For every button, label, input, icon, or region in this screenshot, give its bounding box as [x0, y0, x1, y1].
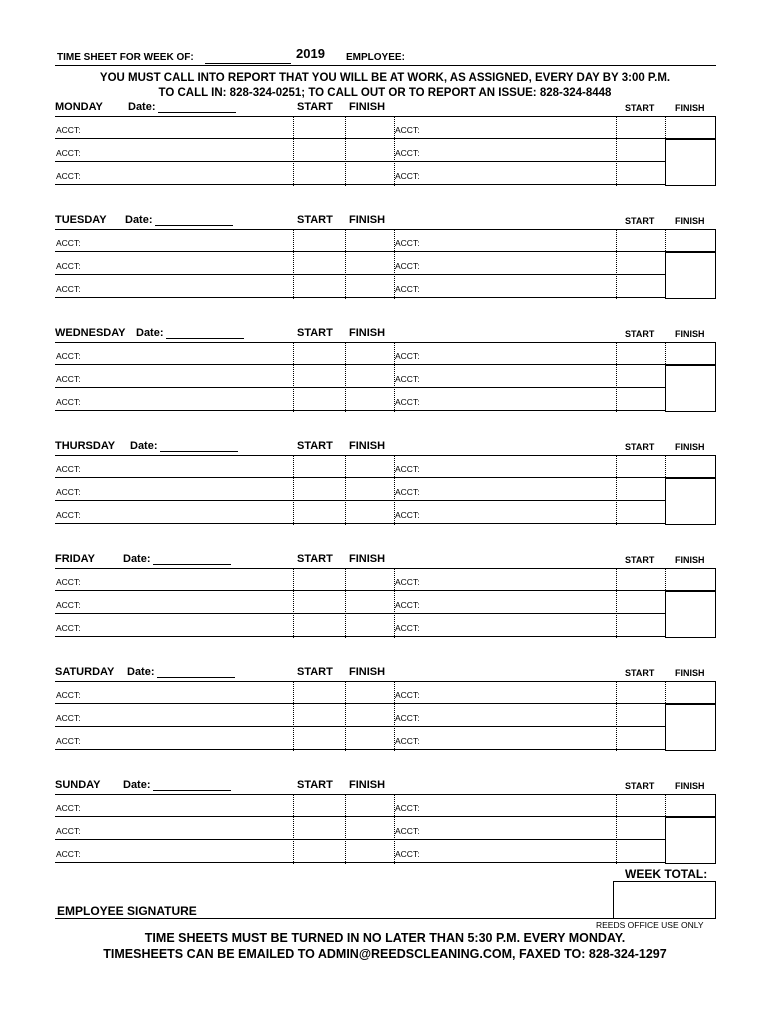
date-label: Date:: [128, 101, 156, 113]
start-field-left[interactable]: [293, 817, 345, 840]
acct-label: ACCT:: [395, 148, 420, 158]
finish-field-left[interactable]: [345, 365, 394, 388]
start-field-left[interactable]: [293, 614, 345, 637]
start-field-left[interactable]: [293, 727, 345, 750]
finish-field-left[interactable]: [345, 478, 394, 501]
finish-field-right[interactable]: [665, 794, 716, 817]
finish-field-right[interactable]: [665, 342, 716, 365]
finish-field-left[interactable]: [345, 794, 394, 817]
column-divider: [616, 794, 617, 864]
acct-field-right[interactable]: [394, 478, 616, 501]
column-divider: [394, 116, 395, 186]
right-edge: [715, 116, 716, 139]
finish-header-right: FINISH: [675, 329, 705, 339]
acct-label: ACCT:: [395, 510, 420, 520]
acct-label: ACCT:: [395, 690, 420, 700]
start-header-right: START: [625, 555, 655, 565]
acct-label: ACCT:: [395, 374, 420, 384]
acct-label: ACCT:: [56, 374, 81, 384]
column-divider: [293, 342, 294, 412]
acct-field-left[interactable]: [55, 681, 293, 704]
column-divider: [345, 342, 346, 412]
start-field-right[interactable]: [616, 275, 665, 298]
finish-field-right[interactable]: [665, 568, 716, 591]
day-section-wednesday: [55, 327, 716, 427]
acct-field-right[interactable]: [394, 275, 616, 298]
start-field-right[interactable]: [616, 704, 665, 727]
acct-label: ACCT:: [395, 803, 420, 813]
column-divider: [293, 681, 294, 751]
acct-field-right[interactable]: [394, 388, 616, 411]
column-divider: [293, 455, 294, 525]
acct-field-right[interactable]: [394, 252, 616, 275]
acct-field-left[interactable]: [55, 229, 293, 252]
finish-field-right[interactable]: [665, 455, 716, 478]
start-header: START: [297, 101, 333, 113]
acct-label: ACCT:: [56, 464, 81, 474]
day-total-box[interactable]: [665, 139, 716, 186]
acct-field-left[interactable]: [55, 116, 293, 139]
right-edge: [715, 342, 716, 365]
start-field-left[interactable]: [293, 455, 345, 478]
day-section-tuesday: [55, 214, 716, 314]
acct-label: ACCT:: [56, 171, 81, 181]
column-divider: [394, 455, 395, 525]
acct-label: ACCT:: [395, 125, 420, 135]
acct-field-right[interactable]: [394, 727, 616, 750]
day-section-sunday: [55, 779, 716, 879]
acct-field-left[interactable]: [55, 139, 293, 162]
acct-field-right[interactable]: [394, 591, 616, 614]
acct-field-right[interactable]: [394, 162, 616, 185]
acct-field-left[interactable]: [55, 252, 293, 275]
acct-field-left[interactable]: [55, 591, 293, 614]
week-of-field[interactable]: [205, 50, 291, 64]
date-label: Date:: [130, 440, 158, 452]
start-field-left[interactable]: [293, 704, 345, 727]
column-divider: [394, 568, 395, 638]
finish-field-left[interactable]: [345, 455, 394, 478]
column-divider: [616, 116, 617, 186]
finish-field-left[interactable]: [345, 840, 394, 863]
day-total-box[interactable]: [665, 365, 716, 412]
acct-label: ACCT:: [395, 464, 420, 474]
acct-field-left[interactable]: [55, 727, 293, 750]
start-field-right[interactable]: [616, 365, 665, 388]
column-divider: [293, 116, 294, 186]
finish-field-left[interactable]: [345, 704, 394, 727]
day-total-box[interactable]: [665, 591, 716, 638]
column-divider: [345, 794, 346, 864]
acct-label: ACCT:: [56, 238, 81, 248]
date-field[interactable]: [153, 790, 231, 791]
acct-label: ACCT:: [395, 351, 420, 361]
finish-field-left[interactable]: [345, 388, 394, 411]
start-field-right[interactable]: [616, 455, 665, 478]
acct-field-right[interactable]: [394, 455, 616, 478]
day-header: [55, 214, 716, 228]
start-field-left[interactable]: [293, 342, 345, 365]
acct-field-left[interactable]: [55, 342, 293, 365]
week-of-label: TIME SHEET FOR WEEK OF:: [57, 52, 194, 63]
start-field-right[interactable]: [616, 229, 665, 252]
start-field-left[interactable]: [293, 681, 345, 704]
start-field-left[interactable]: [293, 501, 345, 524]
finish-field-left[interactable]: [345, 139, 394, 162]
right-edge: [715, 455, 716, 478]
acct-label: ACCT:: [56, 600, 81, 610]
acct-label: ACCT:: [395, 397, 420, 407]
acct-field-left[interactable]: [55, 162, 293, 185]
finish-header: FINISH: [349, 214, 386, 226]
right-edge: [715, 229, 716, 252]
acct-field-left[interactable]: [55, 388, 293, 411]
start-header-right: START: [625, 329, 655, 339]
start-header: START: [297, 327, 333, 339]
acct-field-left[interactable]: [55, 817, 293, 840]
date-label: Date:: [123, 779, 151, 791]
acct-label: ACCT:: [56, 487, 81, 497]
day-total-box[interactable]: [665, 478, 716, 525]
signature-line[interactable]: [55, 918, 716, 919]
day-name: FRIDAY: [55, 553, 95, 565]
start-header-right: START: [625, 668, 655, 678]
start-field-left[interactable]: [293, 139, 345, 162]
acct-label: ACCT:: [395, 600, 420, 610]
year-label: 2019: [296, 46, 325, 61]
acct-field-right[interactable]: [394, 568, 616, 591]
acct-field-right[interactable]: [394, 704, 616, 727]
finish-field-left[interactable]: [345, 252, 394, 275]
turn-in-notice: TIME SHEETS MUST BE TURNED IN NO LATER THAN 5:30 P.M. EVERY MONDAY.: [144, 931, 626, 945]
start-header: START: [297, 440, 333, 452]
column-divider: [345, 116, 346, 186]
acct-label: ACCT:: [395, 623, 420, 633]
date-label: Date:: [127, 666, 155, 678]
acct-field-right[interactable]: [394, 139, 616, 162]
day-header: [55, 327, 716, 341]
start-header: START: [297, 666, 333, 678]
finish-field-left[interactable]: [345, 116, 394, 139]
start-field-left[interactable]: [293, 388, 345, 411]
right-edge: [715, 681, 716, 704]
start-field-right[interactable]: [616, 840, 665, 863]
start-field-right[interactable]: [616, 727, 665, 750]
start-field-right[interactable]: [616, 252, 665, 275]
start-field-left[interactable]: [293, 478, 345, 501]
acct-field-right[interactable]: [394, 681, 616, 704]
day-section-saturday: [55, 666, 716, 766]
start-header: START: [297, 214, 333, 226]
acct-label: ACCT:: [395, 736, 420, 746]
date-field[interactable]: [158, 112, 236, 113]
start-header-right: START: [625, 103, 655, 113]
day-name: MONDAY: [55, 101, 103, 113]
acct-label: ACCT:: [395, 238, 420, 248]
column-divider: [394, 342, 395, 412]
date-field[interactable]: [157, 677, 235, 678]
acct-label: ACCT:: [56, 803, 81, 813]
finish-field-right[interactable]: [665, 681, 716, 704]
acct-label: ACCT:: [56, 261, 81, 271]
start-field-left[interactable]: [293, 794, 345, 817]
office-use-label: REEDS OFFICE USE ONLY: [596, 920, 704, 930]
finish-field-left[interactable]: [345, 275, 394, 298]
employee-label: EMPLOYEE:: [346, 52, 405, 63]
start-field-left[interactable]: [293, 116, 345, 139]
start-field-right[interactable]: [616, 478, 665, 501]
start-header: START: [297, 553, 333, 565]
start-field-right[interactable]: [616, 342, 665, 365]
start-field-left[interactable]: [293, 252, 345, 275]
acct-field-right[interactable]: [394, 817, 616, 840]
acct-field-right[interactable]: [394, 342, 616, 365]
finish-field-left[interactable]: [345, 568, 394, 591]
day-section-thursday: [55, 440, 716, 540]
acct-label: ACCT:: [395, 284, 420, 294]
finish-header: FINISH: [349, 553, 386, 565]
day-total-box[interactable]: [665, 704, 716, 751]
day-name: SUNDAY: [55, 779, 101, 791]
acct-label: ACCT:: [56, 623, 81, 633]
start-field-right[interactable]: [616, 139, 665, 162]
acct-label: ACCT:: [56, 351, 81, 361]
day-section-friday: [55, 553, 716, 653]
phone-notice: TO CALL IN: 828-324-0251; TO CALL OUT OR TO REPORT AN ISSUE: 828-324-8448: [158, 87, 612, 99]
column-divider: [345, 229, 346, 299]
acct-label: ACCT:: [56, 849, 81, 859]
acct-label: ACCT:: [395, 487, 420, 497]
acct-label: ACCT:: [395, 577, 420, 587]
start-field-right[interactable]: [616, 591, 665, 614]
finish-field-left[interactable]: [345, 681, 394, 704]
column-divider: [345, 681, 346, 751]
week-header: [55, 46, 716, 66]
call-in-notice: YOU MUST CALL INTO REPORT THAT YOU WILL BE AT WORK, AS ASSIGNED, EVERY DAY BY 3:00 P.M.: [99, 72, 671, 84]
day-header: [55, 101, 716, 115]
acct-field-left[interactable]: [55, 501, 293, 524]
column-divider: [616, 455, 617, 525]
start-field-right[interactable]: [616, 162, 665, 185]
column-divider: [616, 568, 617, 638]
finish-header-right: FINISH: [675, 781, 705, 791]
start-field-right[interactable]: [616, 614, 665, 637]
acct-field-left[interactable]: [55, 614, 293, 637]
finish-header: FINISH: [349, 440, 386, 452]
acct-field-left[interactable]: [55, 840, 293, 863]
start-field-right[interactable]: [616, 116, 665, 139]
finish-header-right: FINISH: [675, 555, 705, 565]
date-field[interactable]: [153, 564, 231, 565]
acct-field-right[interactable]: [394, 840, 616, 863]
column-divider: [293, 229, 294, 299]
day-header: [55, 553, 716, 567]
acct-label: ACCT:: [395, 713, 420, 723]
finish-field-right[interactable]: [665, 116, 716, 139]
start-header-right: START: [625, 781, 655, 791]
start-header-right: START: [625, 442, 655, 452]
finish-field-right[interactable]: [665, 229, 716, 252]
date-field[interactable]: [155, 225, 233, 226]
column-divider: [345, 568, 346, 638]
acct-label: ACCT:: [56, 713, 81, 723]
day-name: TUESDAY: [55, 214, 107, 226]
acct-label: ACCT:: [395, 261, 420, 271]
acct-label: ACCT:: [56, 577, 81, 587]
date-label: Date:: [123, 553, 151, 565]
finish-field-left[interactable]: [345, 614, 394, 637]
acct-field-right[interactable]: [394, 614, 616, 637]
acct-field-left[interactable]: [55, 568, 293, 591]
start-field-left[interactable]: [293, 275, 345, 298]
finish-header: FINISH: [349, 327, 386, 339]
acct-field-right[interactable]: [394, 116, 616, 139]
acct-field-left[interactable]: [55, 794, 293, 817]
start-field-left[interactable]: [293, 840, 345, 863]
acct-label: ACCT:: [56, 125, 81, 135]
acct-field-right[interactable]: [394, 794, 616, 817]
column-divider: [394, 229, 395, 299]
column-divider: [394, 681, 395, 751]
day-section-monday: [55, 101, 716, 201]
start-header: START: [297, 779, 333, 791]
start-field-left[interactable]: [293, 365, 345, 388]
column-divider: [345, 455, 346, 525]
column-divider: [293, 794, 294, 864]
email-fax-notice: TIMESHEETS CAN BE EMAILED TO ADMIN@REEDSCLEANING.COM, FAXED TO: 828-324-1297: [103, 947, 667, 961]
column-divider: [394, 794, 395, 864]
acct-label: ACCT:: [56, 826, 81, 836]
column-divider: [293, 568, 294, 638]
acct-label: ACCT:: [395, 849, 420, 859]
day-name: SATURDAY: [55, 666, 115, 678]
finish-field-left[interactable]: [345, 727, 394, 750]
start-field-right[interactable]: [616, 388, 665, 411]
acct-field-right[interactable]: [394, 501, 616, 524]
acct-label: ACCT:: [56, 690, 81, 700]
start-field-left[interactable]: [293, 568, 345, 591]
acct-label: ACCT:: [56, 397, 81, 407]
finish-field-left[interactable]: [345, 817, 394, 840]
acct-label: ACCT:: [56, 736, 81, 746]
date-label: Date:: [125, 214, 153, 226]
date-label: Date:: [136, 327, 164, 339]
acct-field-left[interactable]: [55, 704, 293, 727]
column-divider: [616, 229, 617, 299]
acct-field-left[interactable]: [55, 275, 293, 298]
date-field[interactable]: [166, 338, 244, 339]
acct-label: ACCT:: [56, 284, 81, 294]
finish-field-left[interactable]: [345, 501, 394, 524]
day-header: [55, 666, 716, 680]
finish-header: FINISH: [349, 101, 386, 113]
finish-field-left[interactable]: [345, 162, 394, 185]
right-edge: [715, 568, 716, 591]
start-field-right[interactable]: [616, 501, 665, 524]
acct-label: ACCT:: [395, 826, 420, 836]
acct-field-right[interactable]: [394, 365, 616, 388]
week-total-box[interactable]: [613, 881, 716, 919]
day-header: [55, 440, 716, 454]
start-field-right[interactable]: [616, 817, 665, 840]
start-header-right: START: [625, 216, 655, 226]
finish-field-left[interactable]: [345, 229, 394, 252]
date-field[interactable]: [160, 451, 238, 452]
start-field-right[interactable]: [616, 681, 665, 704]
column-divider: [616, 681, 617, 751]
finish-header-right: FINISH: [675, 668, 705, 678]
start-field-left[interactable]: [293, 162, 345, 185]
day-total-box[interactable]: [665, 252, 716, 299]
finish-field-left[interactable]: [345, 591, 394, 614]
day-name: WEDNESDAY: [55, 327, 126, 339]
week-total-label: WEEK TOTAL:: [625, 867, 708, 881]
acct-label: ACCT:: [56, 510, 81, 520]
acct-label: ACCT:: [395, 171, 420, 181]
day-header: [55, 779, 716, 793]
day-name: THURSDAY: [55, 440, 116, 452]
right-edge: [715, 794, 716, 817]
acct-field-left[interactable]: [55, 478, 293, 501]
column-divider: [616, 342, 617, 412]
acct-field-left[interactable]: [55, 455, 293, 478]
finish-header: FINISH: [349, 779, 386, 791]
start-field-right[interactable]: [616, 794, 665, 817]
day-total-box[interactable]: [665, 817, 716, 864]
finish-header-right: FINISH: [675, 103, 705, 113]
finish-field-left[interactable]: [345, 342, 394, 365]
acct-field-left[interactable]: [55, 365, 293, 388]
start-field-right[interactable]: [616, 568, 665, 591]
finish-header-right: FINISH: [675, 442, 705, 452]
acct-label: ACCT:: [56, 148, 81, 158]
finish-header-right: FINISH: [675, 216, 705, 226]
start-field-left[interactable]: [293, 229, 345, 252]
acct-field-right[interactable]: [394, 229, 616, 252]
start-field-left[interactable]: [293, 591, 345, 614]
signature-label: EMPLOYEE SIGNATURE: [57, 904, 197, 918]
finish-header: FINISH: [349, 666, 386, 678]
